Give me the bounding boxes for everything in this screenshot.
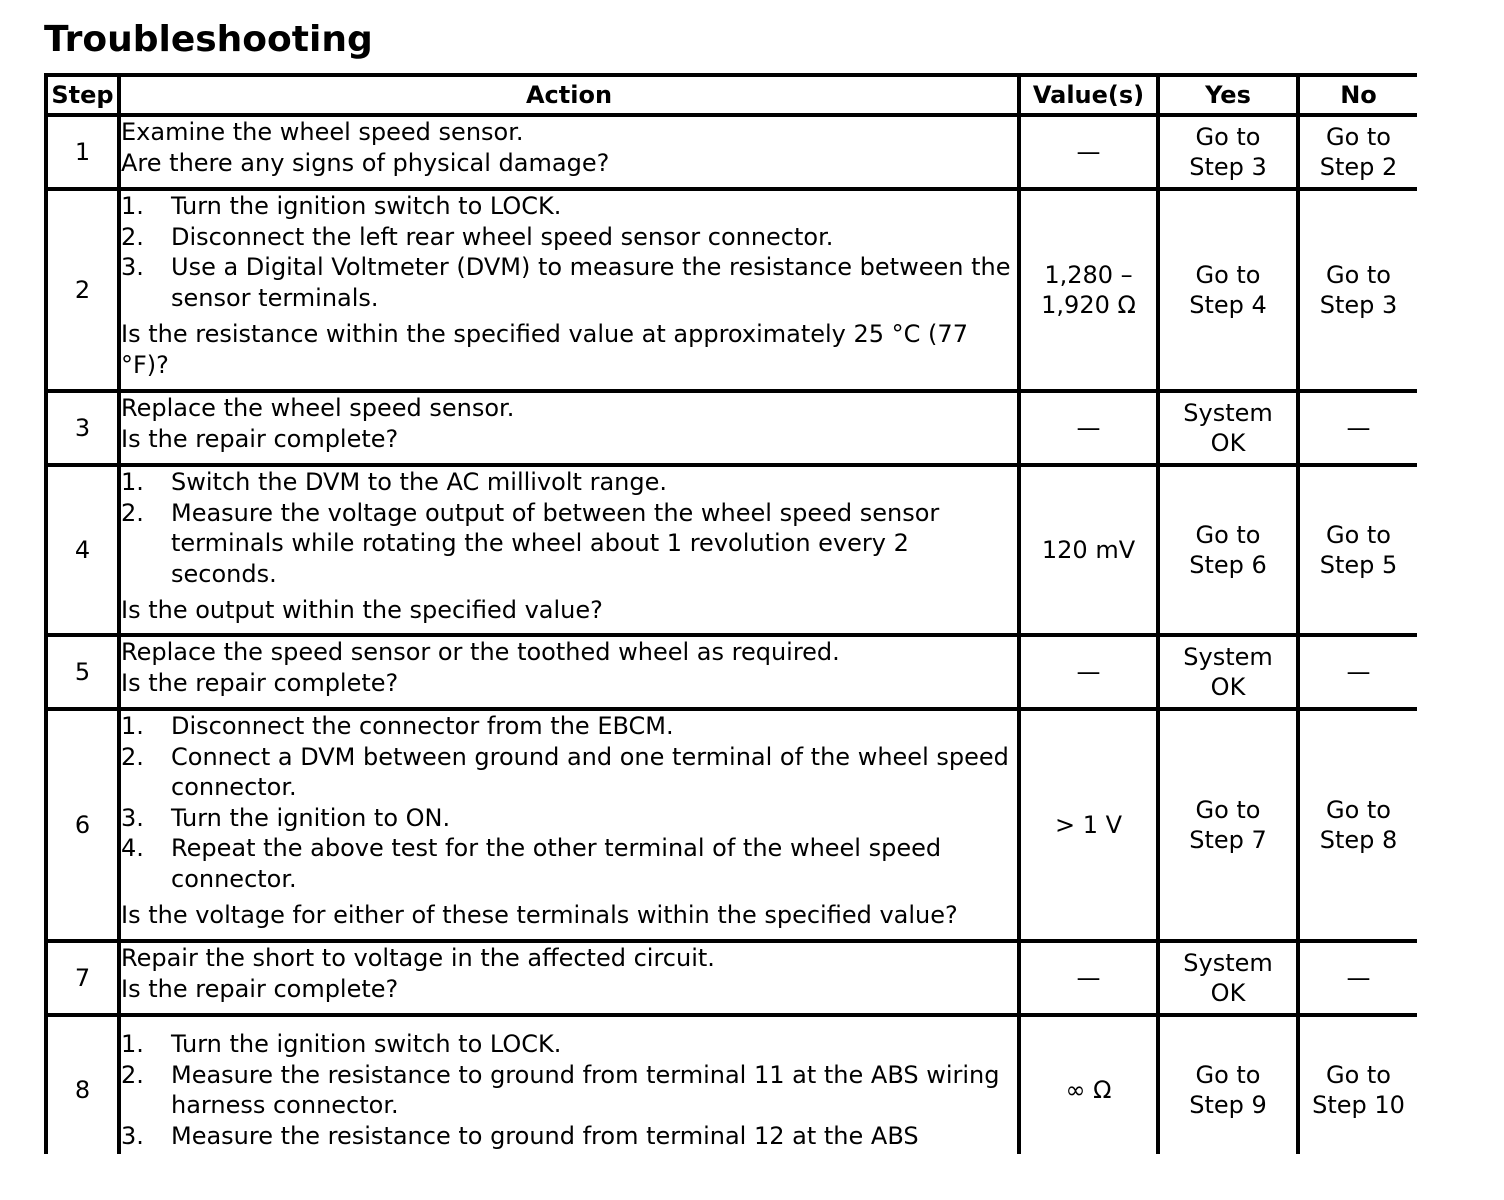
action-step: 3. Turn the ignition to ON. [121,803,451,832]
action-cell [119,465,1019,635]
yes-cell: System OK [1158,635,1298,709]
action-step: 1. Turn the ignition switch to LOCK. [121,192,562,220]
page-title: Troubleshooting [44,19,373,60]
yes-cell: Go to Step 3 [1158,115,1298,189]
action-cell [119,709,1019,941]
action-cell [119,391,1019,465]
value-cell: — [1019,635,1158,709]
no-cell: Go to Step 5 [1298,465,1417,635]
action-text: Replace the speed sensor or the toothed wheel as required. [121,638,840,666]
value-cell: > 1 V [1019,709,1158,941]
header-yes: Yes [1158,75,1298,115]
yes-cell: Go to Step 4 [1158,189,1298,391]
yes-cell: Go to Step 7 [1158,709,1298,941]
no-cell: Go to Step 10 [1298,1015,1417,1154]
action-cell [119,635,1019,709]
yes-cell: System OK [1158,941,1298,1015]
header-values: Value(s) [1019,75,1158,115]
table-row [46,635,1417,709]
action-question: Is the resistance within the specified value at approximately 25 °C (77 °F)? [121,320,968,379]
yes-cell: Go to Step 6 [1158,465,1298,635]
step-number: 8 [46,1015,119,1154]
table-row [46,391,1417,465]
action-text: Examine the wheel speed sensor. [121,118,524,146]
step-number: 5 [46,635,119,709]
no-cell: — [1298,391,1417,465]
troubleshooting-table [44,73,1417,1154]
action-step: 2. Connect a DVM between ground and one terminal of the wheel speed connector. [121,742,1009,801]
value-cell: 1,280 – 1,920 Ω [1019,189,1158,391]
step-number: 4 [46,465,119,635]
action-step: 1. Turn the ignition switch to LOCK. [121,1030,562,1058]
action-step: 1. Switch the DVM to the AC millivolt range. [121,468,667,496]
value-cell: — [1019,391,1158,465]
no-cell: Go to Step 8 [1298,709,1417,941]
step-number: 2 [46,189,119,391]
action-question: Is the output within the specified value? [121,596,603,624]
no-cell: — [1298,941,1417,1015]
action-step: 2. Measure the voltage output of between the wheel speed sensor terminals while rotating the wheel about 1 revolution every 2 seconds. [121,498,940,588]
action-step: 4. Repeat the above test for the other terminal of the wheel speed connector. [121,834,942,893]
step-number: 6 [46,709,119,941]
action-cell [119,1015,1019,1154]
action-question: Is the repair complete? [121,668,399,697]
action-question: Are there any signs of physical damage? [121,148,610,177]
step-number: 3 [46,391,119,465]
action-text: Repair the short to voltage in the affected circuit. [121,944,715,972]
table-row [46,465,1417,635]
action-question: Is the voltage for either of these terminals within the specified value? [121,901,958,929]
no-cell: Go to Step 2 [1298,115,1417,189]
action-steps [121,711,1017,894]
no-cell: — [1298,635,1417,709]
value-cell: — [1019,941,1158,1015]
action-steps [121,191,1017,313]
no-cell: Go to Step 3 [1298,189,1417,391]
header-no: No [1298,75,1417,115]
table-row [46,1015,1417,1154]
yes-cell: Go to Step 9 [1158,1015,1298,1154]
troubleshooting-table-container [44,73,1417,1154]
action-question: Is the repair complete? [121,974,399,1003]
action-cell [119,941,1019,1015]
value-cell: ∞ Ω [1019,1015,1158,1154]
step-number: 7 [46,941,119,1015]
action-cell [119,189,1019,391]
value-cell: — [1019,115,1158,189]
action-step: 3. Measure the resistance to ground from terminal 12 at the ABS [121,1121,919,1150]
table-row [46,709,1417,941]
action-cell [119,115,1019,189]
table-row [46,115,1417,189]
header-row [46,75,1417,115]
action-text: Replace the wheel speed sensor. [121,394,515,422]
step-number: 1 [46,115,119,189]
action-question: Is the repair complete? [121,424,399,453]
action-steps [121,467,1017,589]
header-step: Step [46,75,119,115]
value-cell: 120 mV [1019,465,1158,635]
header-action: Action [119,75,1019,115]
action-step: 1. Disconnect the connector from the EBCM. [121,712,674,740]
table-row [46,189,1417,391]
action-step: 2. Measure the resistance to ground from terminal 11 at the ABS wiring harness connector. [121,1060,1000,1119]
table-row [46,941,1417,1015]
yes-cell: System OK [1158,391,1298,465]
action-steps [121,1029,1017,1151]
action-step: 2. Disconnect the left rear wheel speed sensor connector. [121,222,834,251]
action-step: 3. Use a Digital Voltmeter (DVM) to measure the resistance between the sensor terminals. [121,253,1011,312]
